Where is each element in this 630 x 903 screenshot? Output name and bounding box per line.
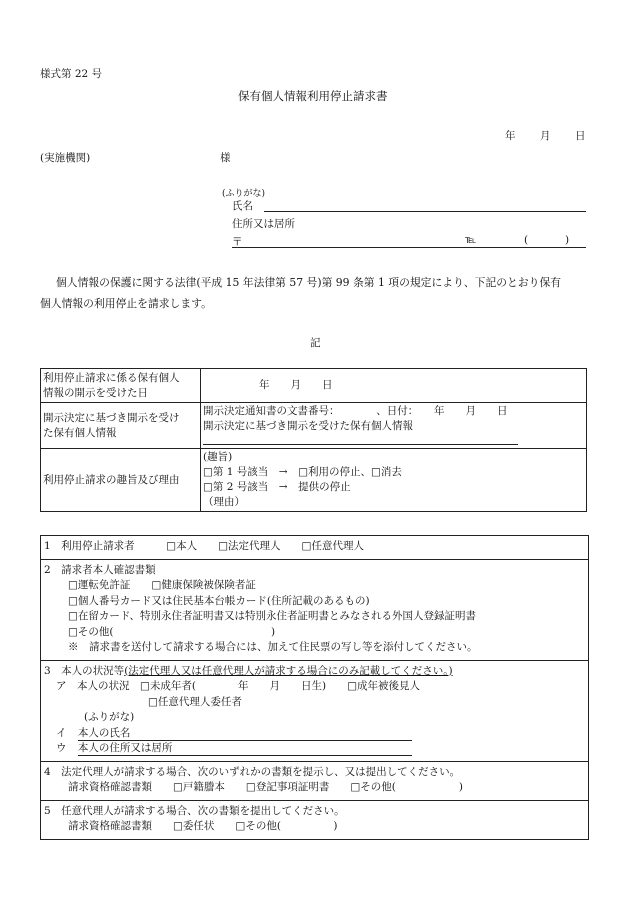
identity-doc-option-residence[interactable]: □在留カード、特別永住者証明書又は特別永住者証明書とみなされる外国人登録証明書 — [68, 610, 476, 622]
disclosed-info-underline — [203, 444, 518, 445]
identity-docs-note: ※ 請求書を送付して請求する場合には、加えて住民票の写し等を添付してください。 — [68, 641, 478, 653]
disclosed-info-label-b: た保有個人情報 — [43, 426, 117, 439]
address-field-line[interactable] — [232, 247, 586, 248]
identity-doc-option-license[interactable]: □運転免許証 □健康保険被保険者証 — [68, 579, 256, 591]
requester-sections-box — [40, 535, 589, 840]
table-row — [41, 403, 587, 449]
principal-address-row[interactable] — [44, 741, 585, 757]
notice-number-line: 開示決定通知書の文書番号： 、日付： 年 月 日 — [203, 405, 508, 417]
agency-label: (実施機関) — [40, 152, 91, 164]
principal-name-row[interactable] — [44, 726, 585, 742]
principal-status-title-a: 3 本人の状況等 — [44, 664, 125, 677]
principal-furigana-label: (ふりがな) — [84, 711, 135, 723]
legal-agent-docs-title: 4 法定代理人が請求する場合、次のいずれかの書類を提示し、又は提出してください。 — [44, 765, 461, 778]
identity-docs-title: 2 請求者本人確認書類 — [44, 563, 156, 576]
request-details-table — [40, 368, 587, 512]
principal-address-label: 本人の住所又は居所 — [78, 742, 412, 756]
disclosed-info-cell[interactable] — [201, 403, 587, 449]
principal-status-title — [44, 664, 585, 680]
purpose-option-2[interactable]: □第 2 号該当 → 提供の停止 — [203, 481, 351, 493]
purpose-reason-label-cell — [41, 449, 201, 512]
principal-address-prefix: ウ — [56, 742, 67, 754]
date-month: 月 — [540, 130, 551, 142]
disclosure-date-label-b: 情報の開示を受けた日 — [43, 386, 148, 399]
intro-line-2: 個人情報の利用停止を請求します。 — [40, 297, 212, 310]
voluntary-agent-docs-options[interactable]: 請求資格確認書類 □委任状 □その他( ) — [68, 820, 338, 832]
principal-name-label: 本人の氏名 — [78, 727, 412, 741]
name-field-line[interactable] — [264, 211, 586, 212]
form-number: 様式第 22 号 — [40, 68, 103, 80]
section-requester — [41, 536, 588, 560]
identity-doc-option-mynumber[interactable]: □個人番号カード又は住民基本台帳カード(住所記載のあるもの) — [68, 594, 370, 607]
voluntary-agent-docs-title: 5 任意代理人が請求する場合、次の書類を提出してください。 — [44, 804, 345, 817]
disclosure-date-cell[interactable] — [201, 369, 587, 403]
requester-type-line[interactable]: 1 利用停止請求者 □本人 □法定代理人 □任意代理人 — [44, 540, 364, 552]
postal-mark: 〒 — [232, 236, 243, 248]
form-title: 保有個人情報利用停止請求書 — [238, 89, 388, 103]
purpose-reason-cell[interactable] — [201, 449, 587, 512]
principal-name-prefix: イ — [56, 726, 67, 739]
disclosure-date-label-a: 利用停止請求に係る保有個人 — [43, 371, 180, 384]
table-row — [41, 369, 587, 403]
intro-line-1: 個人情報の保護に関する法律(平成 15 年法律第 57 号)第 99 条第 1 項の規定により、下記のとおり保有 — [56, 276, 562, 289]
purpose-option-1[interactable]: □第 1 号該当 → □利用の停止、□消去 — [203, 466, 402, 478]
disclosed-info-label-cell — [41, 403, 201, 449]
tel-label: ℡ — [465, 234, 477, 246]
principal-delegator-option[interactable]: □任意代理人委任者 — [148, 695, 242, 708]
tel-paren-close: ) — [565, 234, 570, 246]
purpose-reason-label: 利用停止請求の趣旨及び理由 — [43, 473, 180, 486]
reason-heading: （理由） — [203, 496, 245, 508]
legal-agent-docs-options[interactable]: 請求資格確認書類 □戸籍謄本 □登記事項証明書 □その他( ) — [68, 781, 463, 793]
section-voluntary-agent-docs — [41, 801, 588, 839]
purpose-heading: (趣旨) — [203, 451, 233, 463]
date-day: 日 — [575, 130, 586, 142]
section-identity-documents — [41, 560, 588, 661]
disclosure-date-label-cell — [41, 369, 201, 403]
principal-status-title-b: (法定代理人又は任意代理人が請求する場合にのみ記載してください。) — [124, 664, 453, 677]
identity-doc-option-other[interactable]: □その他( ) — [68, 625, 276, 638]
principal-status-line[interactable]: ア 本人の状況 □未成年者( 年 月 日生) □成年被後見人 — [56, 680, 421, 692]
name-label: 氏名 — [232, 200, 253, 212]
disclosure-date-value: 年 月 日 — [259, 379, 333, 391]
ki-label: 記 — [310, 337, 321, 349]
tel-paren-open: ( — [524, 234, 529, 246]
disclosed-info-line: 開示決定に基づき開示を受けた保有個人情報 — [203, 420, 413, 432]
furigana-label: (ふりがな) — [222, 189, 266, 199]
section-legal-agent-docs — [41, 762, 588, 801]
disclosed-info-label-a: 開示決定に基づき開示を受け — [43, 411, 180, 424]
honorific-sama: 様 — [220, 152, 231, 164]
date-year: 年 — [505, 130, 516, 142]
address-label: 住所又は居所 — [232, 218, 295, 230]
section-principal-status — [41, 661, 588, 762]
table-row — [41, 449, 587, 512]
